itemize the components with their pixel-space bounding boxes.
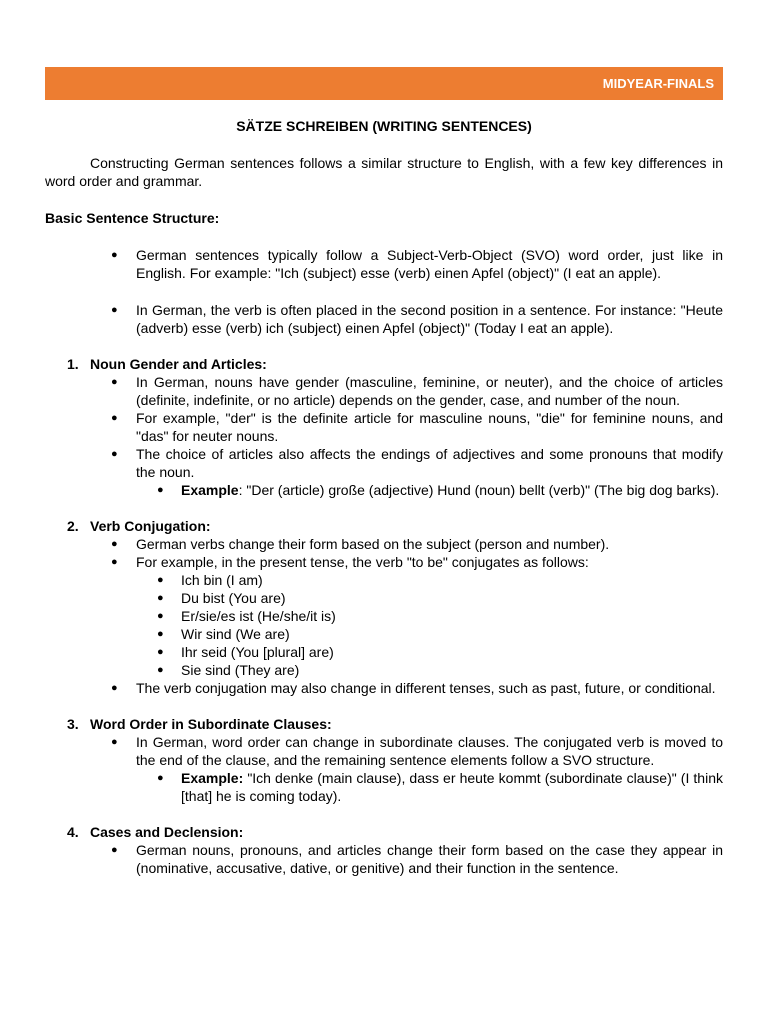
intro-paragraph: Constructing German sentences follows a similar structure to English, with a few key differences in word order and grammar. — [45, 155, 723, 189]
section-verb-conjugation — [45, 517, 723, 697]
basic-structure-heading: Basic Sentence Structure: — [45, 210, 220, 226]
list-item: ● The verb conjugation may also change in different tenses, such as past, future, or conditional. — [45, 679, 723, 697]
section-heading — [45, 517, 723, 535]
section-bullets — [45, 733, 723, 805]
section-title: Noun Gender and Articles: — [90, 356, 267, 372]
example-text: "Ich denke (main clause), dass er heute kommt (subordinate clause)" (I think [that] he is coming today). — [181, 770, 723, 804]
list-item: ● German nouns, pronouns, and articles change their form based on the case they appear in (nominative, accusative, dative, or genitive) and their function in the sentence. — [45, 841, 723, 877]
section-number: 1. — [67, 356, 79, 372]
section-noun-gender — [45, 355, 723, 499]
list-item: ● German verbs change their form based on the subject (person and number). — [45, 535, 723, 553]
list-item: ● In German, nouns have gender (masculine, feminine, or neuter), and the choice of articles (definite, indefinite, or no article) depends on the gender, case, and number of the noun. — [45, 373, 723, 409]
example-text: : "Der (article) große (adjective) Hund (noun) bellt (verb)" (The big dog barks). — [238, 482, 720, 498]
section-bullets — [45, 535, 723, 697]
header-banner — [45, 67, 723, 100]
list-item: ● For example, "der" is the definite article for masculine nouns, "die" for feminine nouns, and "das" for neuter nouns. — [45, 409, 723, 445]
section-number: 3. — [67, 716, 79, 732]
basic-structure-list — [45, 246, 723, 337]
section-heading — [45, 355, 723, 373]
example-label: Example: — [181, 770, 244, 786]
example-item — [45, 769, 723, 805]
section-heading — [45, 823, 723, 841]
section-number: 2. — [67, 518, 79, 534]
list-item: ● For example, in the present tense, the verb "to be" conjugates as follows: — [45, 553, 723, 571]
conjugation-item: ● Er/sie/es ist (He/she/it is) — [45, 607, 723, 625]
document-title: SÄTZE SCHREIBEN (WRITING SENTENCES) — [236, 118, 532, 134]
section-number: 4. — [67, 824, 79, 840]
section-title: Word Order in Subordinate Clauses: — [90, 716, 332, 732]
section-subordinate-clauses — [45, 715, 723, 805]
section-title: Cases and Declension: — [90, 824, 244, 840]
list-item: ● The choice of articles also affects the endings of adjectives and some pronouns that modify the noun. — [45, 445, 723, 481]
section-bullets — [45, 373, 723, 499]
conjugation-item: ● Wir sind (We are) — [45, 625, 723, 643]
banner-label: MIDYEAR-FINALS — [602, 75, 714, 91]
document-body — [45, 117, 723, 877]
example-item — [45, 481, 723, 499]
conjugation-item: ● Ihr seid (You [plural] are) — [45, 643, 723, 661]
list-item: ● German sentences typically follow a Subject-Verb-Object (SVO) word order, just like in English. For example: "Ich (subject) esse (verb) einen Apfel (object)" (I eat an apple). — [45, 246, 723, 282]
section-cases-declension — [45, 823, 723, 877]
conjugation-item: ● Ich bin (I am) — [45, 571, 723, 589]
list-item: ● In German, word order can change in subordinate clauses. The conjugated verb is moved to the end of the clause, and the remaining sentence elements follow a SVO structure. — [45, 733, 723, 769]
conjugation-item: ● Du bist (You are) — [45, 589, 723, 607]
conjugation-item: ● Sie sind (They are) — [45, 661, 723, 679]
section-heading — [45, 715, 723, 733]
list-item: ● In German, the verb is often placed in the second position in a sentence. For instance: "Heute (adverb) esse (verb) ich (subject) einen Apfel (object)" (Today I eat an apple). — [45, 301, 723, 337]
section-bullets — [45, 841, 723, 877]
example-label: Example — [181, 482, 239, 498]
section-title: Verb Conjugation: — [90, 518, 211, 534]
